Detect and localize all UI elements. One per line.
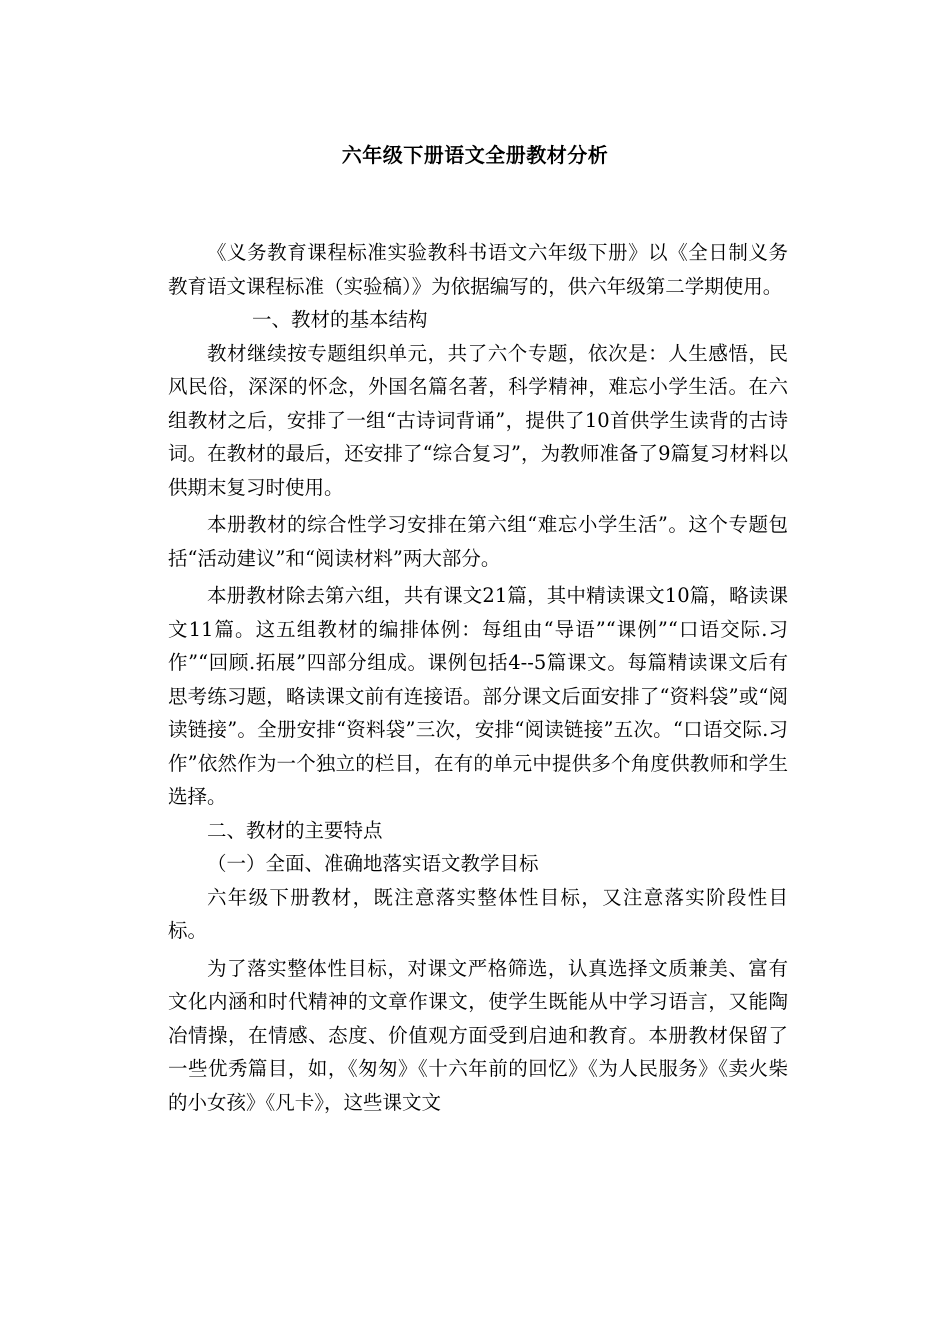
document-body xyxy=(168,236,788,1119)
features-paragraph-2: 为了落实整体性目标，对课文严格筛选，认真选择文质兼美、富有文化内涵和时代精神的文章作课文，使学生既能从中学习语言，又能陶冶情操，在情感、态度、价值观方面受到启迪和教育。本册教材保留了一些优秀篇目，如，《匆匆》《十六年前的回忆》《为人民服务》《卖火柴的小女孩》《凡卡》，这些课文文 xyxy=(168,956,788,1114)
features-paragraph-1: 六年级下册教材，既注意落实整体性目标，又注意落实阶段性目标。 xyxy=(168,885,788,942)
structure-paragraph-3: 本册教材除去第六组，共有课文21篇，其中精读课文10篇，略读课文11篇。这五组教材的编排体例：每组由“导语”“课例”“口语交际.习作”“回顾.拓展”四部分组成。课例包括4--5篇课文。每篇精读课文后有思考练习题，略读课文前有连接语。部分课文后面安排了“资料袋”或“阅读链接”。全册安排“资料袋”三次，安排“阅读链接”五次。“口语交际.习作”依然作为一个独立的栏目，在有的单元中提供多个角度供教师和学生选择。 xyxy=(168,584,788,808)
intro-paragraph: 《义务教育课程标准实验教科书语文六年级下册》以《全日制义务教育语文课程标准（实验稿）》为依据编写的，供六年级第二学期使用。 xyxy=(168,241,788,298)
subsection-heading-goals: （一）全面、准确地落实语文教学目标 xyxy=(207,852,539,875)
section-heading-structure: 一、教材的基本结构 xyxy=(252,308,428,331)
document-title: 六年级下册语文全册教材分析 xyxy=(341,143,609,167)
section-heading-features: 二、教材的主要特点 xyxy=(207,818,383,842)
structure-paragraph-1: 教材继续按专题组织单元，共了六个专题，依次是：人生感悟，民风民俗，深深的怀念，外国名篇名著，科学精神，难忘小学生活。在六组教材之后，安排了一组“古诗词背诵”，提供了10首供学生读背的古诗词。在教材的最后，还安排了“综合复习”，为教师准备了9篇复习材料以供期末复习时使用。 xyxy=(168,341,788,499)
structure-paragraph-2: 本册教材的综合性学习安排在第六组“难忘小学生活”。这个专题包括“活动建议”和“阅读材料”两大部分。 xyxy=(168,513,788,570)
